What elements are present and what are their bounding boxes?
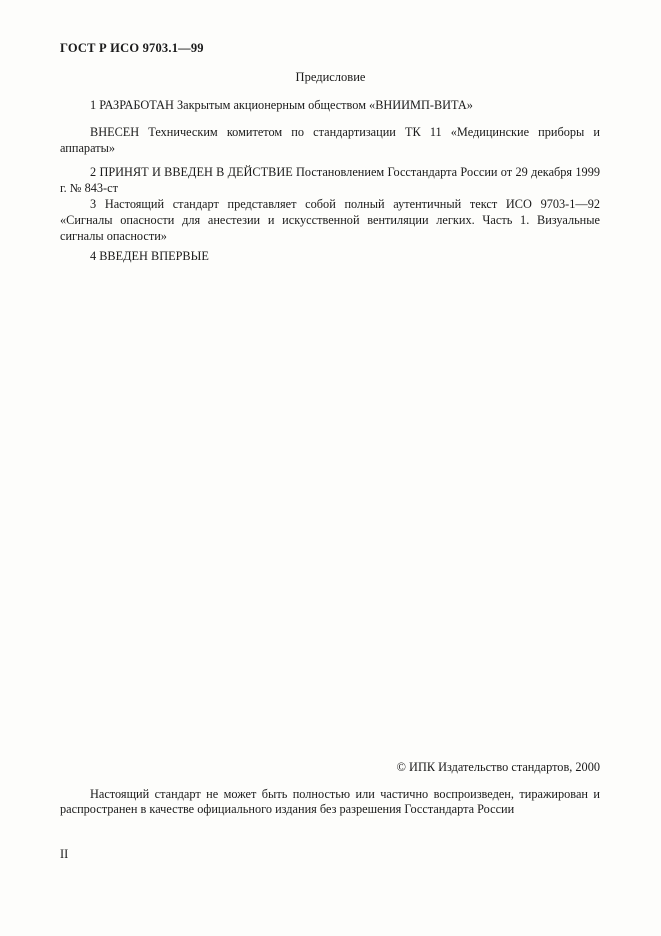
document-code-header: ГОСТ Р ИСО 9703.1—99 (60, 41, 204, 55)
reproduction-notice: Настоящий стандарт не может быть полностью или частично воспроизведен, тиражирован и распространен в качестве официального издания без разрешения Госстандарта России (60, 787, 600, 816)
preface-paragraph-first-introduced: 4 ВВЕДЕН ВПЕРВЫЕ (90, 249, 209, 263)
preface-paragraph-adopted: 2 ПРИНЯТ И ВВЕДЕН В ДЕЙСТВИЕ Постановлением Госстандарта России от 29 декабря 1999 г. № 843-ст (60, 165, 600, 195)
page-number: II (60, 847, 69, 861)
preface-paragraph-introduced: ВНЕСЕН Техническим комитетом по стандартизации ТК 11 «Медицинские приборы и аппараты» (60, 125, 600, 155)
preface-title: Предисловие (295, 70, 366, 84)
copyright-line: © ИПК Издательство стандартов, 2000 (396, 760, 600, 774)
preface-paragraph-authentic-text: 3 Настоящий стандарт представляет собой полный аутентичный текст ИСО 9703-1—92 «Сигналы опасности для анестезии и искусственной вентиляции легких. Часть 1. Визуальные сигналы опасности» (60, 197, 600, 243)
preface-paragraph-developed: 1 РАЗРАБОТАН Закрытым акционерным обществом «ВНИИМП-ВИТА» (90, 98, 473, 112)
